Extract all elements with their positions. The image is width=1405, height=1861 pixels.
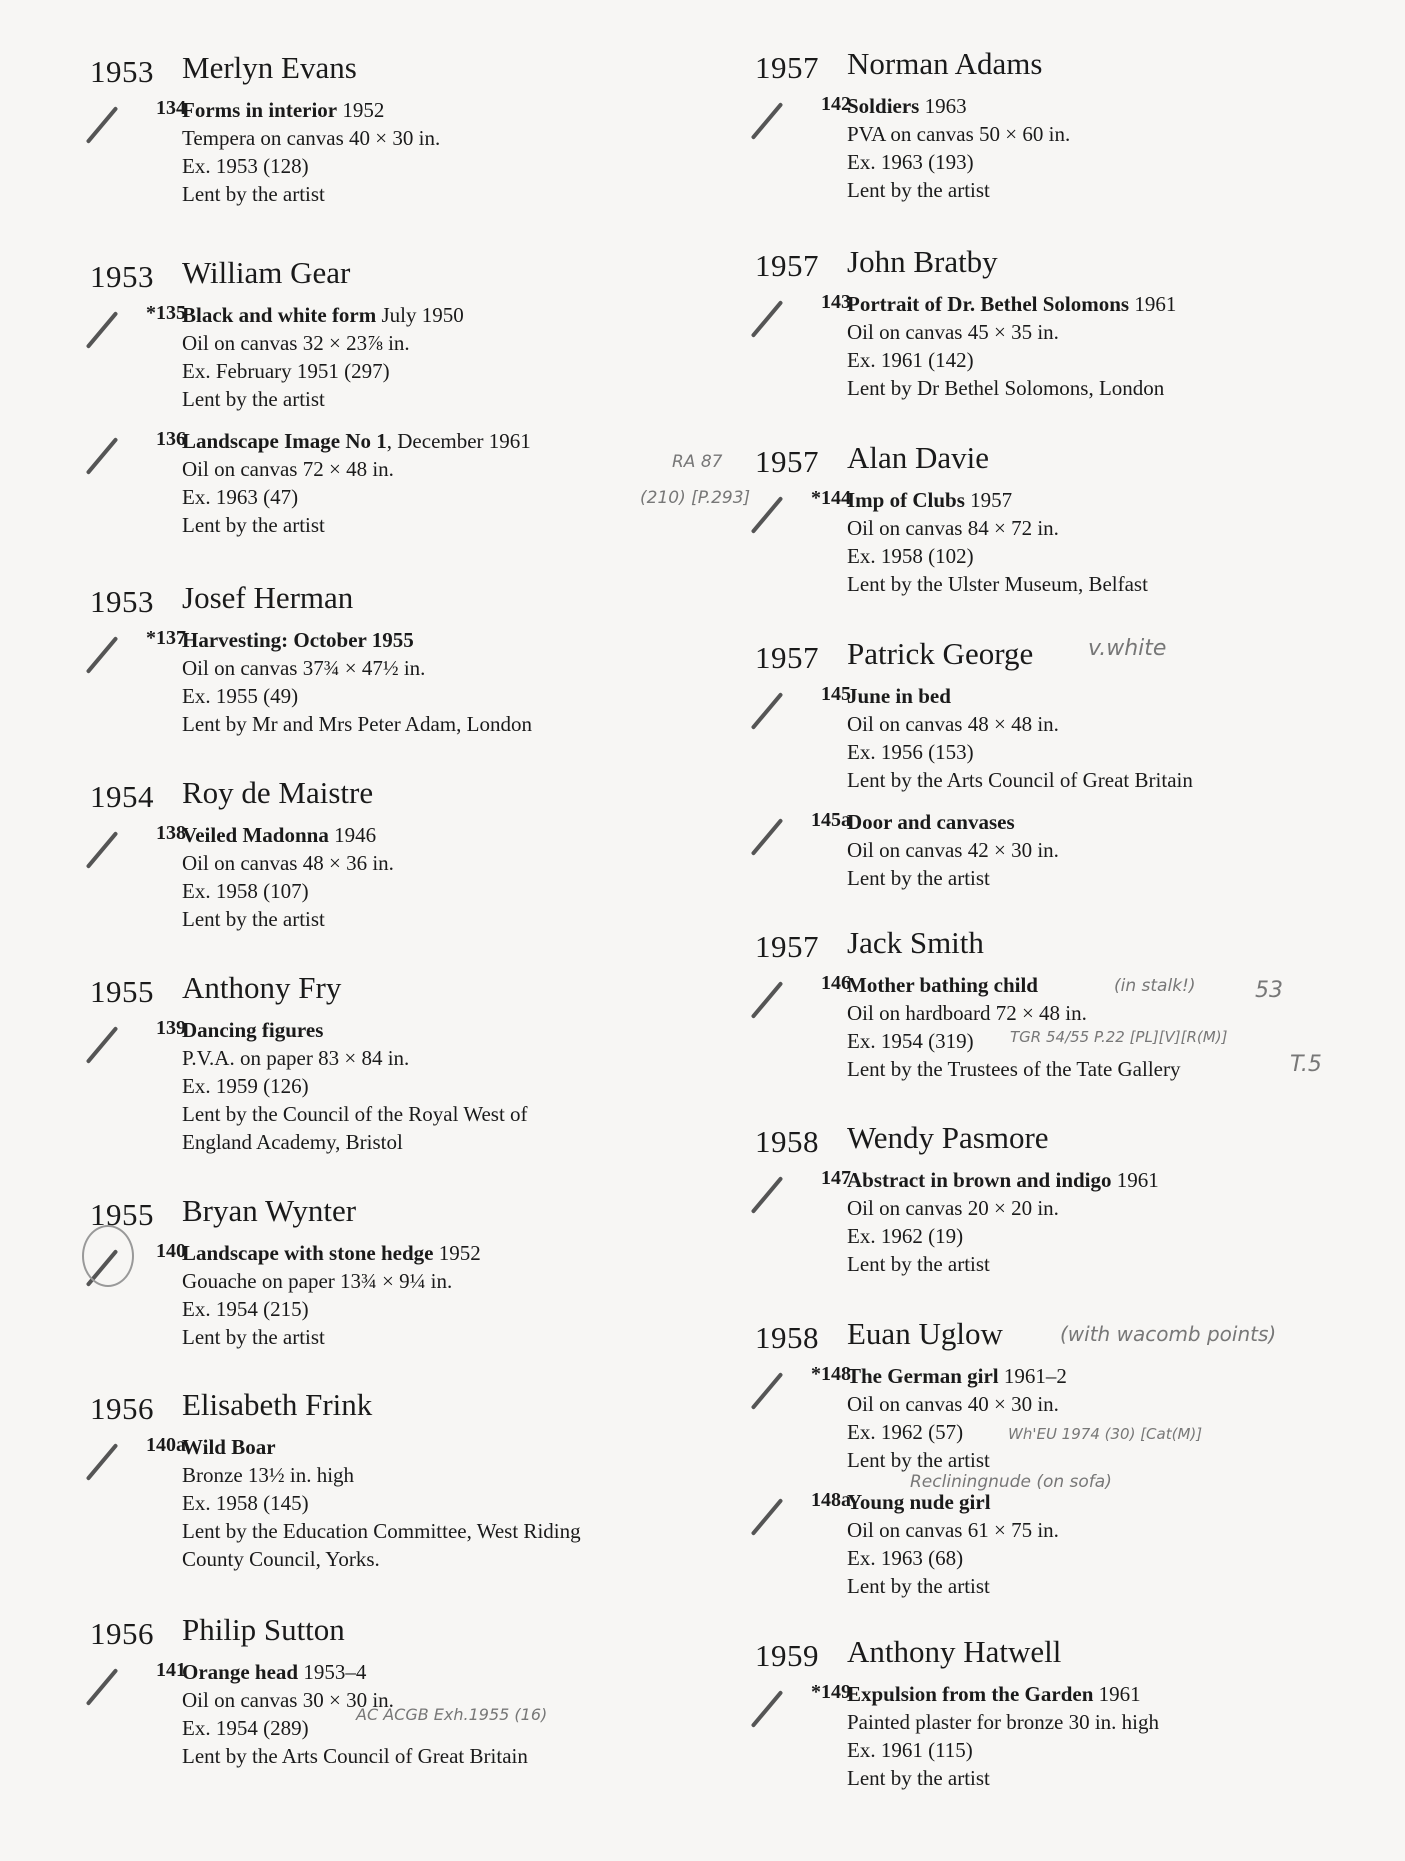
work-title: Black and white form — [182, 303, 377, 327]
catalogue-entry — [90, 1016, 730, 1156]
work-title: Dancing figures — [182, 1018, 324, 1042]
work-date: 1952 — [337, 98, 385, 122]
entry-detail-line: Lent by the artist — [847, 1574, 990, 1598]
artist-name: Norman Adams — [847, 46, 1043, 81]
work-date: 1953–4 — [298, 1660, 367, 1684]
entry-detail-line: Lent by the Ulster Museum, Belfast — [847, 572, 1148, 596]
artist-name: William Gear — [182, 255, 351, 290]
work-date: 1963 — [919, 94, 967, 118]
year: 1956 — [90, 1616, 154, 1651]
catalogue-entry — [755, 682, 1395, 794]
handnote-in-stalk: (in stalk!) — [1114, 976, 1196, 996]
work-title: Portrait of Dr. Bethel Solomons — [847, 292, 1130, 316]
year: 1954 — [90, 779, 154, 814]
catalogue-entry — [90, 427, 730, 539]
work-title: Harvesting: October 1955 — [182, 628, 414, 652]
artist-heading — [90, 255, 730, 295]
artist-heading — [755, 46, 1395, 86]
work-date: 1961–2 — [998, 1364, 1067, 1388]
entry-detail-line: Lent by the artist — [182, 907, 325, 931]
entry-number: *144 — [811, 487, 851, 509]
artist-block — [90, 1387, 730, 1587]
entry-detail-line: Oil on canvas 61 × 75 in. — [847, 1518, 1059, 1542]
work-title: Landscape with stone hedge — [182, 1241, 434, 1265]
entry-detail-line: Ex. 1954 (215) — [182, 1297, 309, 1321]
entry-detail-line: Oil on canvas 32 × 23⅞ in. — [182, 331, 410, 355]
artist-name: Wendy Pasmore — [847, 1120, 1049, 1155]
entry-number: 139 — [156, 1017, 186, 1039]
year: 1957 — [755, 50, 819, 85]
year: 1956 — [90, 1391, 154, 1426]
year: 1955 — [90, 974, 154, 1009]
entry-detail-line: Ex. 1963 (47) — [182, 485, 299, 509]
artist-name: Euan Uglow — [847, 1316, 1003, 1351]
entry-number: 134 — [156, 97, 186, 119]
artist-block — [90, 1612, 730, 1784]
artist-heading — [90, 580, 730, 620]
pencil-tick-mark — [751, 1498, 784, 1536]
entry-detail-line: Oil on canvas 20 × 20 in. — [847, 1196, 1059, 1220]
entry-detail-line: Lent by the artist — [847, 1252, 990, 1276]
work-date: 1952 — [433, 1241, 481, 1265]
handnote-on-sofa: Recliningnude (on sofa) — [910, 1472, 1112, 1492]
pencil-tick-mark — [751, 1690, 784, 1728]
artist-block — [90, 580, 730, 752]
entry-detail-line: Ex. 1958 (145) — [182, 1491, 309, 1515]
entry-detail-line: Ex. 1954 (319) — [847, 1029, 974, 1053]
artist-block — [90, 1193, 730, 1365]
entry-detail-line: Ex. 1963 (193) — [847, 150, 974, 174]
catalogue-entry — [755, 1488, 1395, 1600]
artist-heading — [755, 636, 1395, 676]
entry-detail-line: Ex. 1961 (115) — [847, 1738, 973, 1762]
artist-name: John Bratby — [847, 244, 998, 279]
pencil-tick-mark — [86, 311, 119, 349]
artist-name: Anthony Hatwell — [847, 1634, 1062, 1669]
year: 1958 — [755, 1320, 819, 1355]
artist-name: Patrick George — [847, 636, 1034, 671]
artist-heading — [755, 440, 1395, 480]
catalogue-entry — [755, 486, 1395, 598]
pencil-tick-mark — [86, 1668, 119, 1706]
entry-number: 147 — [821, 1167, 851, 1189]
entry-number: 142 — [821, 93, 851, 115]
work-date: 1961 — [1129, 292, 1177, 316]
entry-detail-line: Oil on canvas 37¾ × 47½ in. — [182, 656, 426, 680]
artist-block — [755, 244, 1395, 416]
catalogue-entry — [90, 301, 730, 413]
pencil-tick-mark — [86, 106, 119, 144]
artist-name: Jack Smith — [847, 925, 984, 960]
year: 1955 — [90, 1197, 154, 1232]
artist-name: Roy de Maistre — [182, 775, 374, 810]
entry-detail-line: County Council, Yorks. — [182, 1547, 380, 1571]
artist-block — [755, 440, 1395, 612]
pencil-tick-mark — [751, 1372, 784, 1410]
entry-number: 136 — [156, 428, 186, 450]
entry-detail-line: Lent by the Arts Council of Great Britain — [847, 768, 1193, 792]
catalogue-entry — [755, 1166, 1395, 1278]
artist-name: Anthony Fry — [182, 970, 342, 1005]
catalogue-entry — [90, 96, 730, 208]
year: 1959 — [755, 1638, 819, 1673]
artist-block — [755, 1316, 1395, 1614]
artist-heading — [90, 1193, 730, 1233]
catalogue-entry — [90, 1433, 730, 1573]
entry-detail-line: England Academy, Bristol — [182, 1130, 403, 1154]
work-date: , December 1961 — [386, 429, 531, 453]
pencil-tick-mark — [86, 636, 119, 674]
entry-detail-line: Lent by the Arts Council of Great Britain — [182, 1744, 528, 1768]
pencil-tick-mark — [751, 692, 784, 730]
artist-name: Philip Sutton — [182, 1612, 345, 1647]
year: 1957 — [755, 929, 819, 964]
work-title: Soldiers — [847, 94, 920, 118]
work-date: 1961 — [1093, 1682, 1141, 1706]
pencil-tick-mark — [751, 981, 784, 1019]
work-title: June in bed — [847, 684, 951, 708]
artist-heading — [755, 925, 1395, 965]
artist-heading — [755, 244, 1395, 284]
entry-detail-line: Ex. 1954 (289) — [182, 1716, 309, 1740]
work-title: Mother bathing child — [847, 973, 1038, 997]
entry-detail-line: Ex. 1953 (128) — [182, 154, 309, 178]
artist-block — [755, 636, 1395, 906]
artist-heading — [90, 1612, 730, 1652]
artist-block — [755, 46, 1395, 218]
entry-number: 145 — [821, 683, 851, 705]
year: 1953 — [90, 54, 154, 89]
artist-heading — [755, 1634, 1395, 1674]
catalogue-entry — [755, 808, 1395, 892]
artist-heading — [90, 970, 730, 1010]
entry-detail-line: Oil on canvas 42 × 30 in. — [847, 838, 1059, 862]
entry-detail-line: Oil on canvas 84 × 72 in. — [847, 516, 1059, 540]
entry-detail-line: Oil on canvas 48 × 48 in. — [847, 712, 1059, 736]
entry-number: *149 — [811, 1681, 851, 1703]
pencil-circle — [82, 1225, 134, 1287]
entry-detail-line: Ex. 1958 (107) — [182, 879, 309, 903]
entry-detail-line: Lent by the Council of the Royal West of — [182, 1102, 528, 1126]
entry-detail-line: Ex. 1955 (49) — [182, 684, 299, 708]
entry-detail-line: Gouache on paper 13¾ × 9¼ in. — [182, 1269, 453, 1293]
artist-name: Bryan Wynter — [182, 1193, 357, 1228]
entry-detail-line: P.V.A. on paper 83 × 84 in. — [182, 1046, 410, 1070]
pencil-tick-mark — [751, 496, 784, 534]
catalogue-entry — [90, 821, 730, 933]
entry-number: *135 — [146, 302, 186, 324]
entry-detail-line: Lent by the artist — [182, 1325, 325, 1349]
work-title: Door and canvases — [847, 810, 1015, 834]
entry-detail-line: PVA on canvas 50 × 60 in. — [847, 122, 1071, 146]
handnote-uglow-points: (with wacomb points) — [1060, 1322, 1277, 1346]
catalogue-entry — [90, 626, 730, 738]
artist-heading — [755, 1120, 1395, 1160]
entry-detail-line: Ex. February 1951 (297) — [182, 359, 390, 383]
entry-detail-line: Lent by the artist — [847, 178, 990, 202]
entry-detail-line: Ex. 1958 (102) — [847, 544, 974, 568]
handnote-t5: T.5 — [1290, 1052, 1322, 1077]
artist-block — [90, 50, 730, 222]
pencil-tick-mark — [86, 1443, 119, 1481]
entry-detail-line: Ex. 1962 (57) — [847, 1420, 964, 1444]
year: 1958 — [755, 1124, 819, 1159]
pencil-tick-mark — [751, 1176, 784, 1214]
artist-heading — [90, 775, 730, 815]
artist-name: Elisabeth Frink — [182, 1387, 373, 1422]
entry-number: 140a — [146, 1434, 186, 1456]
entry-number: 146 — [821, 972, 851, 994]
work-title: Abstract in brown and indigo — [847, 1168, 1112, 1192]
work-title: Landscape Image No 1 — [182, 429, 387, 453]
year: 1957 — [755, 444, 819, 479]
entry-detail-line: Ex. 1956 (153) — [847, 740, 974, 764]
entry-detail-line: Oil on hardboard 72 × 48 in. — [847, 1001, 1087, 1025]
pencil-tick-mark — [86, 437, 119, 475]
artist-heading — [90, 1387, 730, 1427]
entry-detail-line: Oil on canvas 45 × 35 in. — [847, 320, 1059, 344]
work-title: Young nude girl — [847, 1490, 991, 1514]
year: 1953 — [90, 259, 154, 294]
entry-detail-line: Lent by the artist — [847, 866, 990, 890]
year: 1957 — [755, 248, 819, 283]
entry-number: 148a — [811, 1489, 851, 1511]
handnote-ra87: RA 87 — [672, 452, 723, 472]
entry-detail-line: Ex. 1961 (142) — [847, 348, 974, 372]
work-title: Orange head — [182, 1660, 299, 1684]
year: 1957 — [755, 640, 819, 675]
entry-number: 141 — [156, 1659, 186, 1681]
artist-block — [755, 1634, 1395, 1806]
work-title: Expulsion from the Garden — [847, 1682, 1094, 1706]
entry-detail-line: Painted plaster for bronze 30 in. high — [847, 1710, 1160, 1734]
catalogue-entry — [755, 92, 1395, 204]
year: 1953 — [90, 584, 154, 619]
entry-detail-line: Lent by the artist — [182, 182, 325, 206]
artist-block — [90, 970, 730, 1170]
handnote-whitechapel: Wh'EU 1974 (30) [Cat(M)] — [1008, 1425, 1203, 1443]
pencil-tick-mark — [86, 1026, 119, 1064]
work-date: 1961 — [1111, 1168, 1159, 1192]
work-title: Imp of Clubs — [847, 488, 965, 512]
handnote-vwhite: v.white — [1088, 636, 1167, 661]
entry-detail-line: Oil on canvas 72 × 48 in. — [182, 457, 394, 481]
catalogue-entry — [755, 290, 1395, 402]
entry-detail-line: Ex. 1962 (19) — [847, 1224, 964, 1248]
handnote-tgr: TGR 54/55 P.22 [PL][V][R(M)] — [1010, 1028, 1228, 1046]
pencil-tick-mark — [751, 818, 784, 856]
entry-detail-line: Ex. 1959 (126) — [182, 1074, 309, 1098]
entry-detail-line: Lent by the artist — [847, 1448, 990, 1472]
catalogue-entry — [755, 1680, 1395, 1792]
artist-name: Alan Davie — [847, 440, 990, 475]
catalogue-entry — [755, 1362, 1395, 1474]
entry-detail-line: Oil on canvas 40 × 30 in. — [847, 1392, 1059, 1416]
pencil-tick-mark — [86, 831, 119, 869]
catalogue-entry — [90, 1239, 730, 1351]
pencil-tick-mark — [751, 102, 784, 140]
entry-detail-line: Oil on canvas 48 × 36 in. — [182, 851, 394, 875]
handnote-sutton-ac: AC ACGB Exh.1955 (16) — [356, 1705, 548, 1724]
entry-detail-line: Lent by the artist — [182, 387, 325, 411]
artist-block — [755, 1120, 1395, 1292]
handnote-ref210: (210) [P.293] — [640, 488, 751, 508]
entry-number: 138 — [156, 822, 186, 844]
entry-number: 145a — [811, 809, 851, 831]
artist-block — [90, 775, 730, 947]
entry-number: *148 — [811, 1363, 851, 1385]
work-date: 1946 — [328, 823, 377, 847]
entry-detail-line: Lent by Mr and Mrs Peter Adam, London — [182, 712, 532, 736]
entry-detail-line: Ex. 1963 (68) — [847, 1546, 964, 1570]
work-date: July 1950 — [376, 303, 464, 327]
work-title: Forms in interior — [182, 98, 338, 122]
entry-detail-line: Lent by the artist — [847, 1766, 990, 1790]
work-title: Wild Boar — [182, 1435, 276, 1459]
handnote-53: 53 — [1255, 978, 1283, 1003]
artist-heading — [90, 50, 730, 90]
entry-detail-line: Lent by the Trustees of the Tate Gallery — [847, 1057, 1181, 1081]
entry-detail-line: Lent by the artist — [182, 513, 325, 537]
work-title: The German girl — [847, 1364, 999, 1388]
entry-detail-line: Oil on canvas 30 × 30 in. — [182, 1688, 394, 1712]
entry-number: *137 — [146, 627, 186, 649]
entry-detail-line: Lent by the Education Committee, West Riding — [182, 1519, 581, 1543]
artist-block — [90, 255, 730, 553]
artist-name: Merlyn Evans — [182, 50, 357, 85]
entry-detail-line: Bronze 13½ in. high — [182, 1463, 355, 1487]
entry-number: 140 — [156, 1240, 186, 1262]
entry-number: 143 — [821, 291, 851, 313]
work-title: Veiled Madonna — [182, 823, 329, 847]
work-date: 1957 — [964, 488, 1013, 512]
artist-name: Josef Herman — [182, 580, 354, 615]
entry-detail-line: Lent by Dr Bethel Solomons, London — [847, 376, 1165, 400]
entry-detail-line: Tempera on canvas 40 × 30 in. — [182, 126, 441, 150]
pencil-tick-mark — [751, 300, 784, 338]
